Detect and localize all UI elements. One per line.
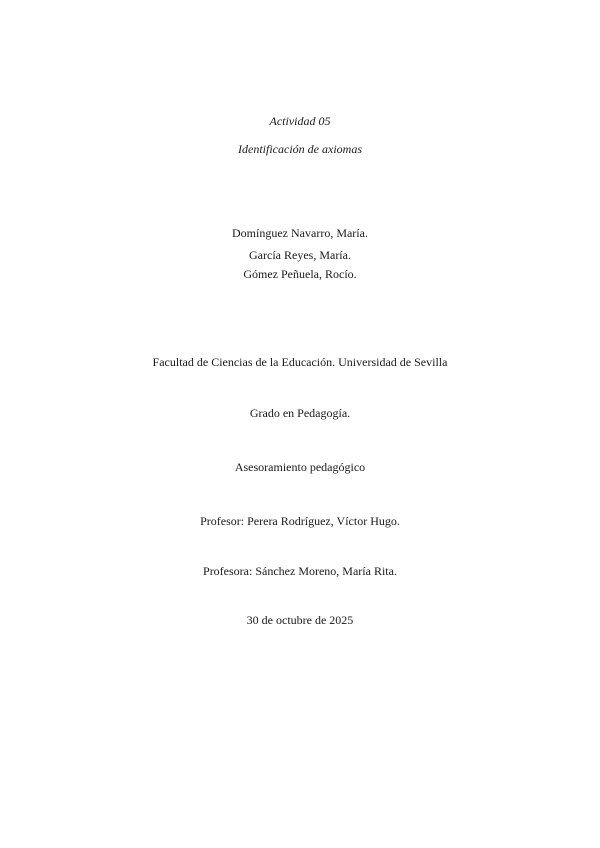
course-subject: Asesoramiento pedagógico [234, 460, 366, 474]
professor-name: Profesor: Perera Rodríguez, Víctor Hugo. [200, 514, 400, 528]
author-name: Domínguez Navarro, María. [232, 226, 368, 240]
author-name: García Reyes, María. [249, 248, 351, 262]
activity-title: Actividad 05 [269, 114, 331, 128]
activity-subtitle: Identificación de axiomas [238, 142, 362, 156]
faculty-university: Facultad de Ciencias de la Educación. Universidad de Sevilla [152, 355, 448, 369]
degree-program: Grado en Pedagogía. [249, 406, 351, 420]
author-name: Gómez Peñuela, Rocío. [243, 267, 357, 281]
professor-name: Profesora: Sánchez Moreno, María Rita. [203, 564, 397, 578]
submission-date: 30 de octubre de 2025 [246, 613, 354, 627]
